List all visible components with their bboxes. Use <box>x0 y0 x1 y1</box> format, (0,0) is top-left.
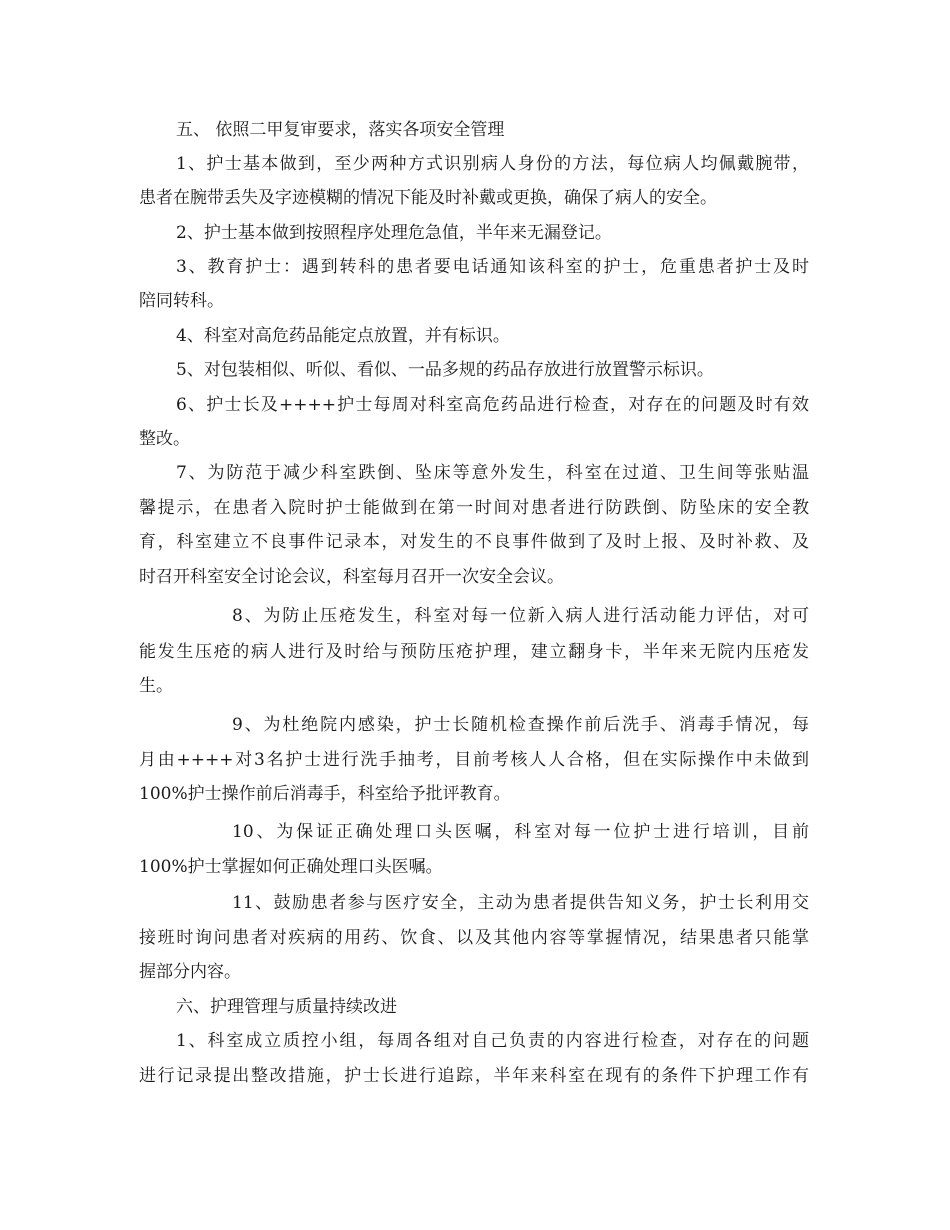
paragraph-line: 2、护士基本做到按照程序处理危急值，半年来无漏登记。 <box>176 223 612 243</box>
paragraph-line: 时召开科室安全讨论会议，科室每月召开一次安全会议。 <box>139 567 564 587</box>
paragraph-line: 陪同转科。 <box>139 291 224 311</box>
paragraph-line: 9、为杜绝院内感染，护士长随机检查操作前后洗手、消毒手情况，每 <box>232 715 809 735</box>
paragraph-line: 6、护士长及++++护士每周对科室高危药品进行检查，对存在的问题及时有效 <box>176 395 809 415</box>
paragraph-line: 5、对包装相似、听似、看似、一品多规的药品存放进行放置警示标识。 <box>176 360 714 380</box>
paragraph-line: 能发生压疮的病人进行及时给与预防压疮护理，建立翻身卡，半年来无院内压疮发 <box>139 642 809 662</box>
paragraph-line: 月由++++对3名护士进行洗手抽考，目前考核人人合格，但在实际操作中未做到 <box>139 750 809 770</box>
paragraph-line: 100%护士操作前后消毒手，科室给予批评教育。 <box>139 784 511 804</box>
paragraph-line: 1、科室成立质控小组，每周各组对自己负责的内容进行检查，对存在的问题 <box>176 1031 809 1051</box>
paragraph-line: 3、教育护士：遇到转科的患者要电话通知该科室的护士，危重患者护士及时 <box>176 257 809 277</box>
paragraph-line: 馨提示，在患者入院时护士能做到在第一时间对患者进行防跌倒、防坠床的安全教 <box>139 498 809 518</box>
paragraph-line: 握部分内容。 <box>139 962 241 982</box>
paragraph-line: 整改。 <box>139 429 190 449</box>
paragraph-line: 接班时询问患者对疾病的用药、饮食、以及其他内容等掌握情况，结果患者只能掌 <box>139 928 809 948</box>
paragraph-line: 8、为防止压疮发生，科室对每一位新入病人进行活动能力评估，对可 <box>232 606 809 626</box>
paragraph-line: 4、科室对高危药品能定点放置，并有标识。 <box>176 326 510 346</box>
section-heading-6: 六、护理管理与质量持续改进 <box>176 997 397 1017</box>
paragraph-line: 11、鼓励患者参与医疗安全，主动为患者提供告知义务，护士长利用交 <box>232 893 809 913</box>
section-heading-5: 五、 依照二甲复审要求，落实各项安全管理 <box>176 120 505 140</box>
paragraph-line: 100%护士掌握如何正确处理口头医嘱。 <box>139 857 443 877</box>
paragraph-line: 进行记录提出整改措施，护士长进行追踪，半年来科室在现有的条件下护理工作有 <box>139 1066 809 1086</box>
paragraph-line: 1、护士基本做到，至少两种方式识别病人身份的方法，每位病人均佩戴腕带， <box>176 154 809 174</box>
paragraph-line: 患者在腕带丢失及字迹模糊的情况下能及时补戴或更换，确保了病人的安全。 <box>139 188 717 208</box>
paragraph-line: 7、为防范于减少科室跌倒、坠床等意外发生，科室在过道、卫生间等张贴温 <box>176 463 809 483</box>
paragraph-line: 生。 <box>139 676 173 696</box>
paragraph-line: 10、为保证正确处理口头医嘱，科室对每一位护士进行培训，目前 <box>232 822 809 842</box>
paragraph-line: 育，科室建立不良事件记录本，对发生的不良事件做到了及时上报、及时补救、及 <box>139 532 809 552</box>
